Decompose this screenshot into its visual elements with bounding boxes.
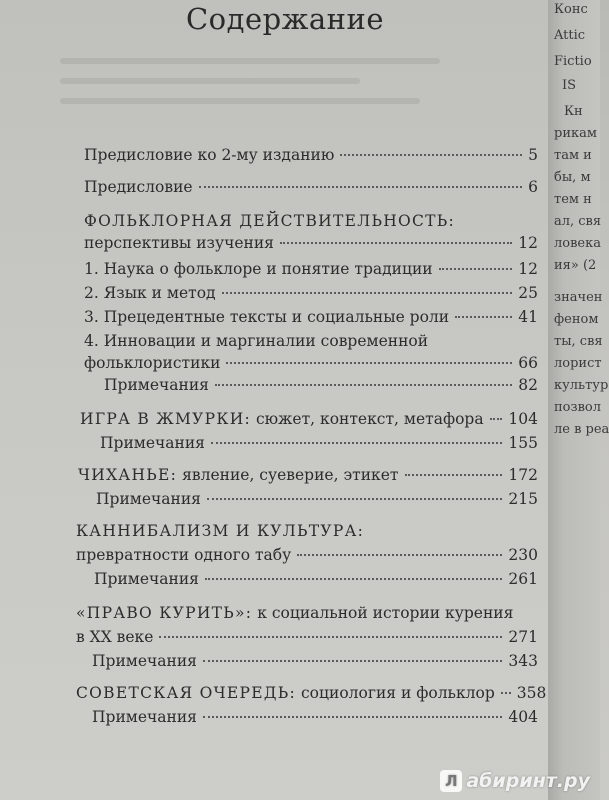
watermark-text: абиринт.ру <box>466 770 590 792</box>
toc-page-number: 215 <box>508 490 538 508</box>
toc-page-number: 104 <box>508 410 538 428</box>
dot-leader <box>340 154 522 156</box>
toc-page-number: 358 <box>516 684 547 702</box>
toc-entry-title: перспективы изучения <box>84 234 274 252</box>
dot-leader <box>203 716 502 718</box>
watermark <box>440 770 590 792</box>
section-heading: СОВЕТСКАЯ ОЧЕРЕДЬ: <box>76 684 297 702</box>
adjacent-page-fragment: ловека <box>554 236 601 251</box>
adjacent-page-fragment: ты, свя <box>554 334 603 349</box>
toc-entry-title <box>80 410 484 428</box>
adjacent-page-fragment: ле в реа <box>554 422 609 437</box>
section-subtitle: социология и фольклор <box>296 684 495 702</box>
toc-entry[interactable] <box>84 178 538 196</box>
dot-leader <box>297 554 502 556</box>
toc-page-number: 25 <box>518 284 538 302</box>
toc-page-number: 5 <box>528 146 538 164</box>
adjacent-page-fragment: Fictio <box>554 54 592 69</box>
adjacent-page-fragment: культур <box>554 378 609 393</box>
section-heading: КАННИБАЛИЗМ И КУЛЬТУРА: <box>76 522 365 540</box>
adjacent-page-fragment: IS <box>562 78 577 93</box>
toc-page-number: 12 <box>518 260 538 278</box>
toc-entry-notes[interactable] <box>92 708 538 726</box>
toc-page-number: 12 <box>518 234 538 252</box>
toc-page-number: 271 <box>508 628 538 646</box>
toc-entry-title: фольклористики <box>84 354 221 372</box>
dot-leader <box>159 636 502 638</box>
toc-entry-notes[interactable] <box>100 434 538 452</box>
toc-page-number: 82 <box>518 376 538 394</box>
toc-entry-notes[interactable] <box>94 570 538 588</box>
toc-page-number: 66 <box>518 354 538 372</box>
toc-entry-title: Примечания <box>100 434 205 452</box>
dot-leader <box>439 268 513 270</box>
toc-page-number: 343 <box>508 652 538 670</box>
toc-entry[interactable] <box>76 546 538 564</box>
adjacent-page-fragment: тем н <box>554 192 592 207</box>
page-title: Содержание <box>185 2 385 36</box>
toc-page-number: 404 <box>508 708 538 726</box>
toc-entry-title-line: 4. Инновации и маргиналии современной <box>84 332 429 350</box>
toc-entry[interactable] <box>78 466 538 484</box>
toc-entry-title: 1. Наука о фольклоре и понятие традиции <box>84 260 433 278</box>
dot-leader <box>501 692 511 694</box>
toc-entry-title-line <box>76 604 513 622</box>
adjacent-page-fragment: лорист <box>554 356 602 371</box>
dot-leader <box>490 418 503 420</box>
toc-entry[interactable] <box>76 628 538 646</box>
section-subtitle: явление, суеверие, этикет <box>177 466 399 484</box>
toc-entry[interactable] <box>80 410 538 428</box>
toc-entry-title: Предисловие <box>84 178 193 196</box>
toc-entry[interactable] <box>84 234 538 252</box>
dot-leader <box>207 498 502 500</box>
toc-page-number: 155 <box>508 434 538 452</box>
toc-page-number: 41 <box>518 308 538 326</box>
toc-entry-title: Примечания <box>104 376 209 394</box>
adjacent-page-fragment: Attic <box>554 28 586 43</box>
dot-leader <box>215 384 512 386</box>
toc-entry-title: Примечания <box>92 652 197 670</box>
toc-entry-title: Предисловие ко 2-му изданию <box>84 146 335 164</box>
adjacent-page-fragment: Кн <box>564 104 583 119</box>
adjacent-page <box>548 0 609 800</box>
toc-entry[interactable] <box>84 284 538 302</box>
adjacent-page-fragment: бы, м <box>554 170 591 185</box>
dot-leader <box>203 660 502 662</box>
toc-entry-title: 2. Язык и метод <box>84 284 216 302</box>
dot-leader <box>222 292 513 294</box>
toc-entry-title <box>78 466 399 484</box>
dot-leader <box>455 316 512 318</box>
toc-entry-title: превратности одного табу <box>76 546 292 564</box>
section-heading: ЧИХАНЬЕ: <box>78 466 178 484</box>
dot-leader <box>211 442 502 444</box>
adjacent-page-fragment: ал, свя <box>554 214 602 229</box>
toc-entry[interactable] <box>84 308 538 326</box>
toc-entry[interactable] <box>84 146 538 164</box>
toc-entry-title <box>76 684 495 702</box>
dot-leader <box>226 362 512 364</box>
adjacent-page-fragment: позвол <box>554 400 601 415</box>
adjacent-page-fragment: там и <box>554 148 592 163</box>
toc-page-number: 261 <box>508 570 538 588</box>
adjacent-page-fragment: феном <box>554 312 599 327</box>
toc-entry-title: в XX веке <box>76 628 154 646</box>
adjacent-page-fragment: значен <box>554 290 603 305</box>
toc-entry-title: Примечания <box>94 570 199 588</box>
section-heading: ИГРА В ЖМУРКИ: <box>80 410 252 428</box>
toc-entry[interactable] <box>84 260 538 278</box>
toc-page-number: 230 <box>508 546 538 564</box>
dot-leader <box>199 186 523 188</box>
toc-entry-title: Примечания <box>92 708 197 726</box>
section-heading: ФОЛЬКЛОРНАЯ ДЕЙСТВИТЕЛЬНОСТЬ: <box>84 212 456 230</box>
adjacent-page-fragment: Конс <box>554 2 588 17</box>
toc-page-number: 6 <box>528 178 538 196</box>
toc-entry-title: Примечания <box>96 490 201 508</box>
adjacent-page-fragment: ия» (2 <box>554 258 597 273</box>
labirint-logo-icon: Л <box>440 770 462 792</box>
toc-entry-notes[interactable] <box>92 652 538 670</box>
toc-entry[interactable] <box>84 354 538 372</box>
toc-entry[interactable] <box>76 684 547 702</box>
toc-entry-notes[interactable] <box>96 490 538 508</box>
toc-entry-notes[interactable] <box>104 376 538 394</box>
adjacent-page-fragment: рикам <box>554 126 597 141</box>
toc-page-number: 172 <box>508 466 538 484</box>
dot-leader <box>405 474 503 476</box>
section-heading: «ПРАВО КУРИТЬ»: <box>76 604 253 622</box>
toc-entry-title: 3. Прецедентные тексты и социальные роли <box>84 308 450 326</box>
dot-leader <box>280 242 512 244</box>
section-subtitle: сюжет, контекст, метафора <box>251 410 484 428</box>
section-subtitle: к социальной истории курения <box>252 604 514 622</box>
dot-leader <box>205 578 502 580</box>
